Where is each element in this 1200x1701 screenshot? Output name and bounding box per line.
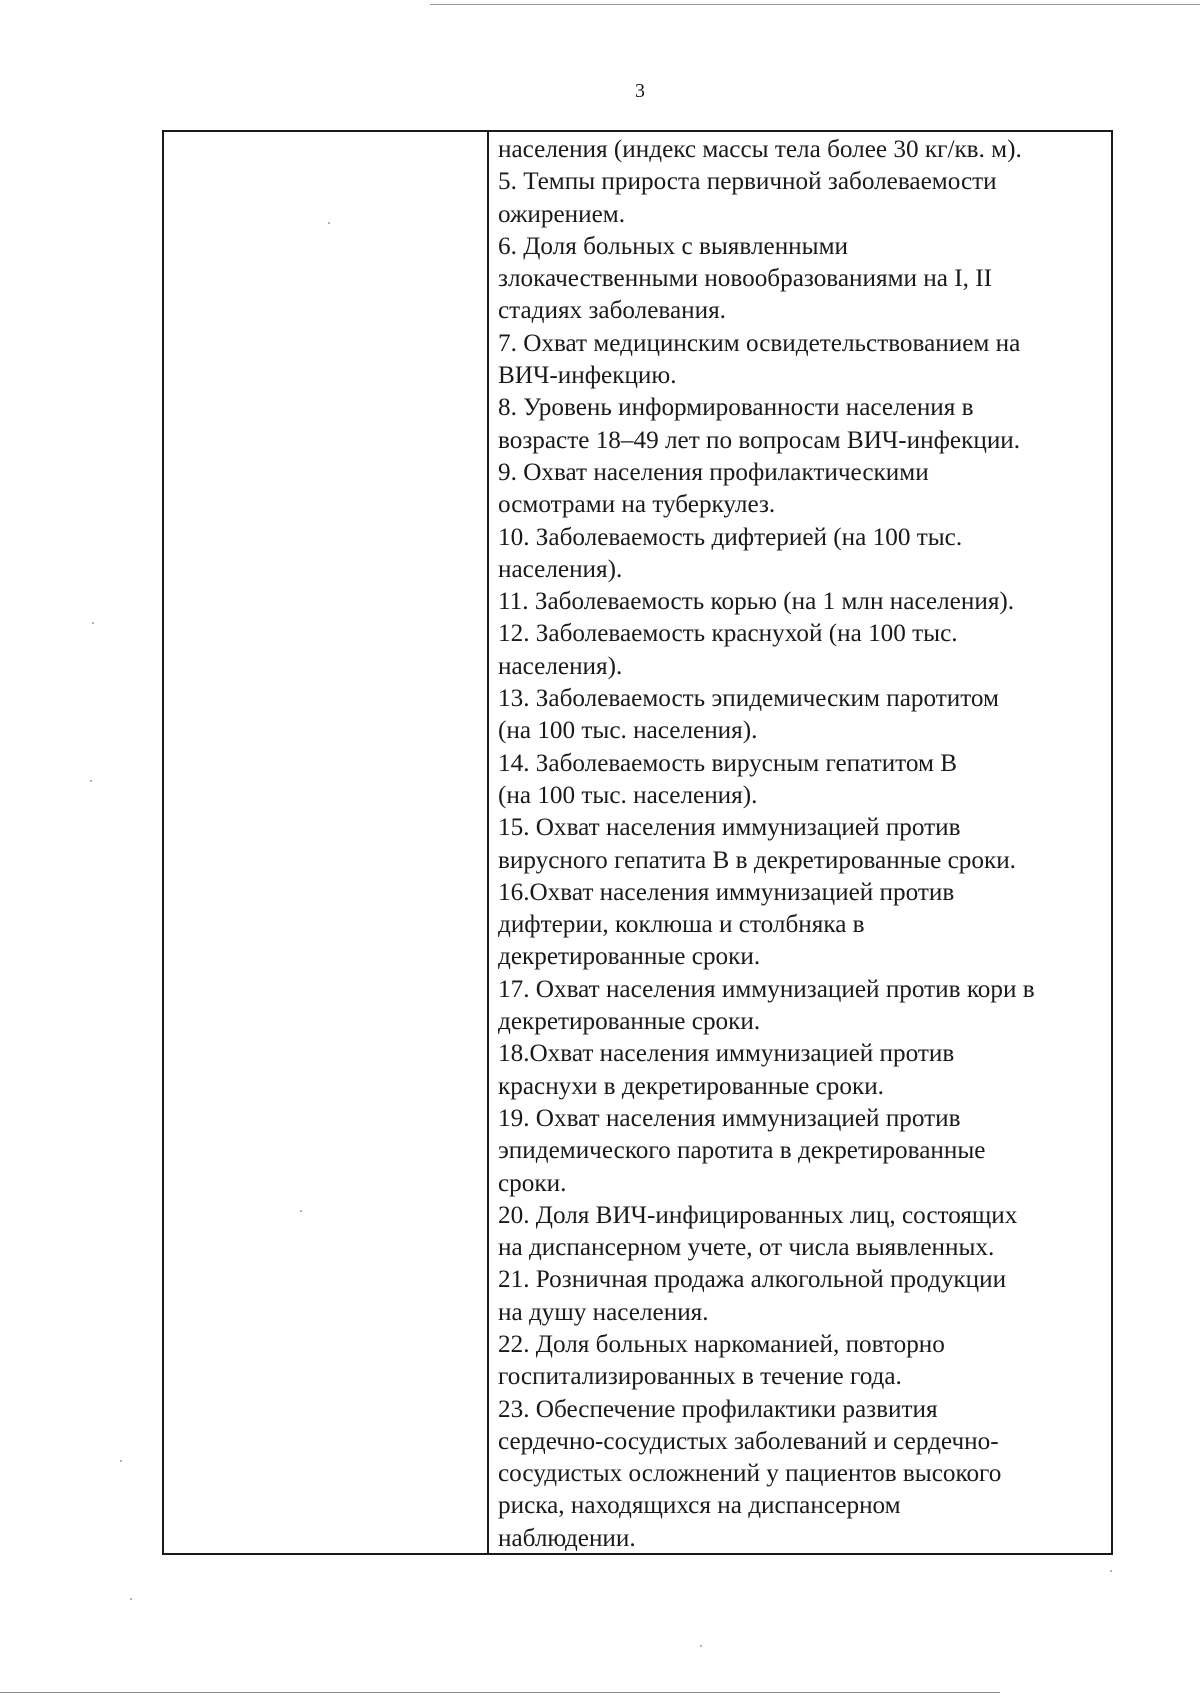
indicator-line: наблюдении. — [498, 1524, 636, 1552]
indicator-line: краснухи в декретированные сроки. — [498, 1072, 884, 1100]
indicator-line: сроки. — [498, 1169, 567, 1197]
scan-speck — [130, 1598, 132, 1600]
indicator-line: эпидемического паротита в декретированные — [498, 1137, 986, 1165]
indicator-line: населения). — [498, 555, 623, 583]
indicator-line: 8. Уровень информированности населения в — [498, 394, 974, 422]
indicator-line: 7. Охват медицинским освидетельствованием на — [498, 329, 1021, 357]
indicator-line: 6. Доля больных с выявленными — [498, 232, 848, 260]
table-left-cell — [164, 132, 489, 1553]
indicator-line: ВИЧ-инфекцию. — [498, 362, 677, 390]
indicator-line: 19. Охват населения иммунизацией против — [498, 1104, 961, 1132]
indicator-line: 10. Заболеваемость дифтерией (на 100 тыс. — [498, 523, 963, 551]
scan-speck — [700, 1645, 702, 1647]
indicator-line: (на 100 тыс. населения). — [498, 781, 758, 809]
scan-speck — [120, 1460, 122, 1462]
indicator-line: сердечно-сосудистых заболеваний и сердечно- — [498, 1427, 999, 1455]
indicator-line: населения (индекс массы тела более 30 кг/кв. м). — [498, 136, 1022, 163]
indicator-line: 20. Доля ВИЧ-инфицированных лиц, состоящих — [498, 1201, 1018, 1229]
indicator-line: 15. Охват населения иммунизацией против — [498, 814, 961, 842]
scan-speck — [92, 622, 94, 624]
indicator-line: 12. Заболеваемость краснухой (на 100 тыс. — [498, 620, 958, 648]
indicator-line: сосудистых осложнений у пациентов высокого — [498, 1460, 1002, 1488]
indicator-line: стадиях заболевания. — [498, 297, 726, 325]
indicator-line: 16.Охват населения иммунизацией против — [498, 878, 955, 906]
indicator-line: декретированные сроки. — [498, 1008, 761, 1036]
indicator-line: 5. Темпы прироста первичной заболеваемости — [498, 168, 997, 196]
indicator-line: осмотрами на туберкулез. — [498, 491, 776, 519]
indicator-line: 21. Розничная продажа алкогольной продукции — [498, 1266, 1007, 1294]
indicator-line: 13. Заболеваемость эпидемическим паротитом — [498, 685, 999, 713]
indicator-line: риска, находящихся на диспансерном — [498, 1492, 901, 1520]
indicator-line: 9. Охват населения профилактическими — [498, 458, 929, 486]
indicator-line: на диспансерном учете, от числа выявленных. — [498, 1234, 995, 1262]
indicator-line: 17. Охват населения иммунизацией против кори в — [498, 975, 1035, 1003]
indicator-table — [162, 130, 1113, 1555]
indicator-line: 14. Заболеваемость вирусным гепатитом В — [498, 749, 957, 777]
indicator-line: 18.Охват населения иммунизацией против — [498, 1040, 955, 1068]
indicator-line: вирусного гепатита В в декретированные сроки. — [498, 846, 1016, 874]
page-number: 3 — [635, 80, 645, 102]
indicator-line: дифтерии, коклюша и столбняка в — [498, 911, 865, 939]
table-right-cell — [491, 132, 1111, 1553]
indicator-line: на душу населения. — [498, 1298, 709, 1326]
indicator-line: 22. Доля больных наркоманией, повторно — [498, 1330, 945, 1358]
indicator-line: возрасте 18–49 лет по вопросам ВИЧ-инфекции. — [498, 426, 1021, 454]
scan-edge-bottom — [0, 1692, 1000, 1693]
indicator-line: злокачественными новообразованиями на I, II — [498, 265, 992, 293]
scan-speck — [90, 780, 92, 782]
indicator-line: населения). — [498, 652, 623, 680]
indicator-line: декретированные сроки. — [498, 943, 761, 971]
indicator-line: 23. Обеспечение профилактики развития — [498, 1395, 938, 1423]
indicator-line: 11. Заболеваемость корью (на 1 млн населения). — [498, 588, 1015, 616]
indicator-line: госпитализированных в течение года. — [498, 1363, 902, 1391]
indicator-line: ожирением. — [498, 200, 625, 228]
indicator-line: (на 100 тыс. населения). — [498, 717, 758, 745]
scan-edge-top — [430, 4, 1200, 5]
scan-speck — [1110, 1570, 1112, 1572]
